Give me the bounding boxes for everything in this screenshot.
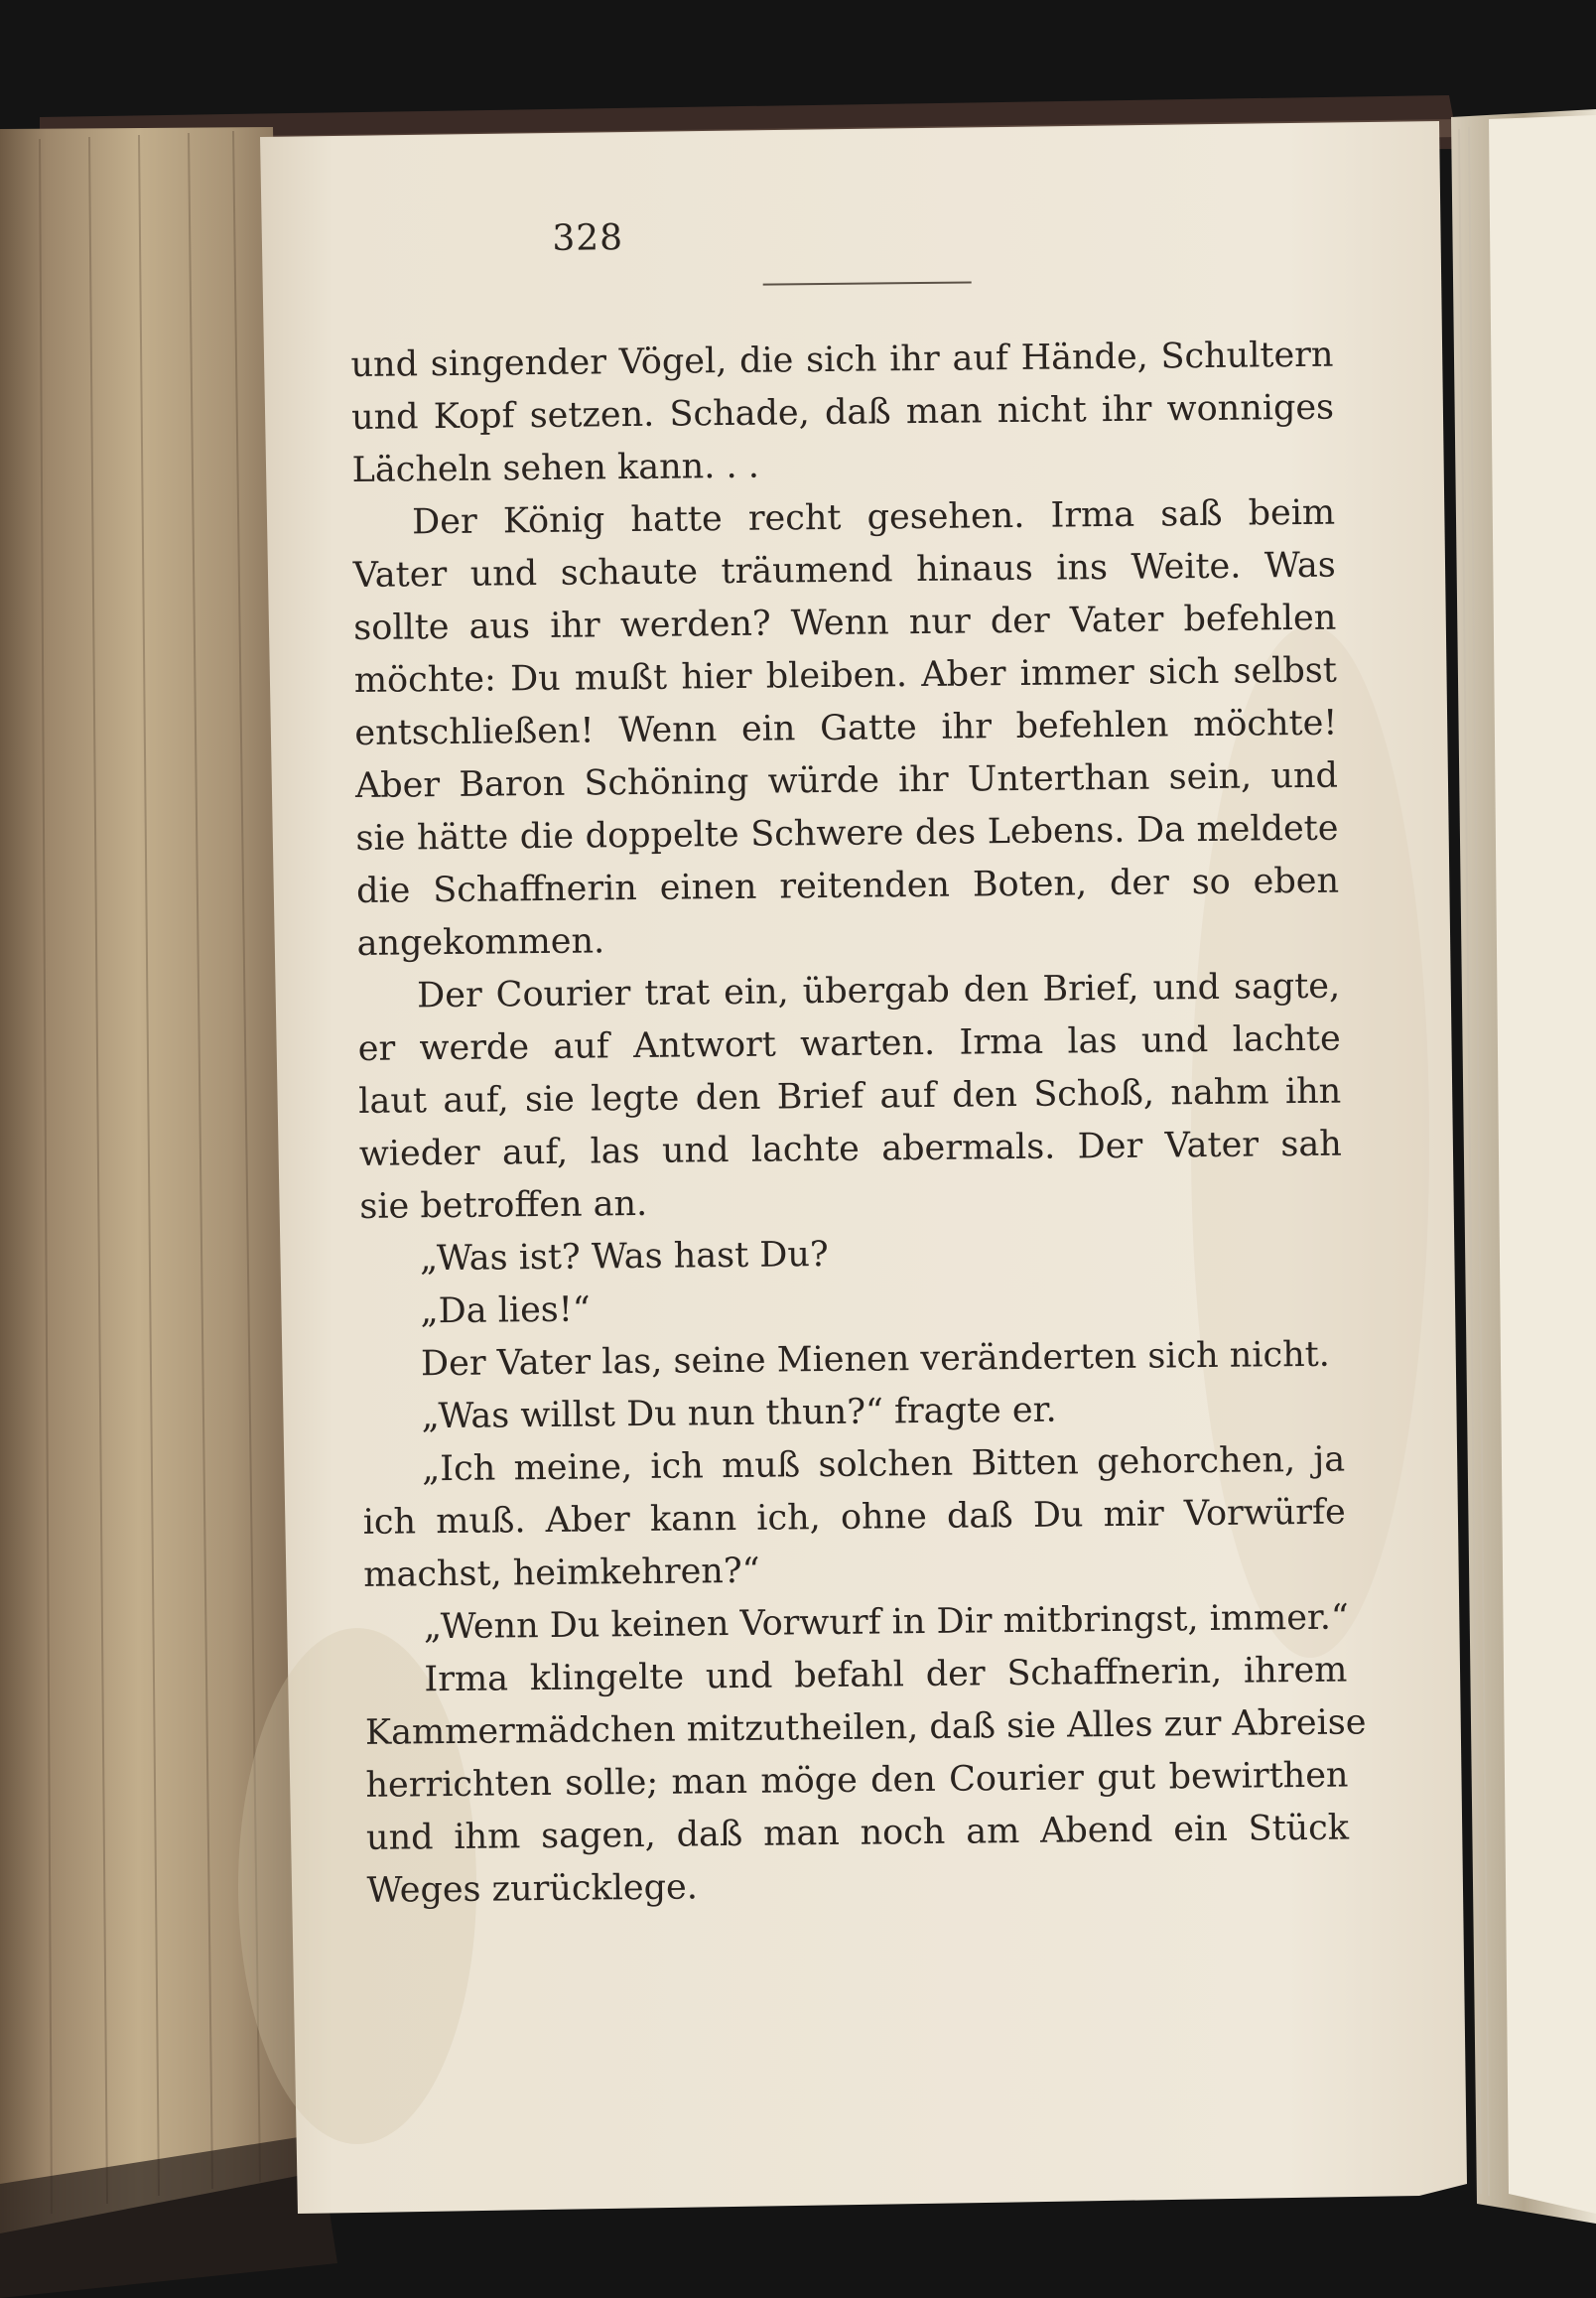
text-line: Der König hatte recht gesehen. Irma saß beim — [411, 492, 1336, 543]
text-line: herrichten solle; man möge den Courier gut bewirthen — [365, 1755, 1349, 1806]
text-line: Irma klingelte und befahl der Schaffnerin, ihrem — [424, 1650, 1348, 1700]
text-line: Der Vater las, seine Mienen veränderten sich nicht. — [420, 1334, 1331, 1385]
text-line: ich muß. Aber kann ich, ohne daß Du mir Vorwürfe — [362, 1492, 1346, 1543]
text-line: er werde auf Antwort warten. Irma las und lachte — [357, 1018, 1341, 1069]
text-line: „Was ist? Was hast Du? — [419, 1235, 829, 1280]
text-line: Der Courier trat ein, übergab den Brief, und sagte, — [416, 966, 1341, 1016]
text-line: sie hätte die doppelte Schwere des Lebens. Da meldete — [355, 808, 1339, 859]
text-line: angekommen. — [356, 921, 605, 964]
text-line: „Da lies!“ — [420, 1289, 591, 1332]
text-line: und ihm sagen, daß man noch am Abend ein Stück — [365, 1808, 1350, 1858]
text-line: wieder auf, las und lachte abermals. Der Vater sah — [358, 1124, 1343, 1174]
text-line: Lächeln sehen kann. . . — [351, 446, 760, 490]
text-line: Kammermädchen mitzutheilen, daß sie Alles zur Abreise — [364, 1702, 1367, 1753]
text-line: und singender Vögel, die sich ihr auf Hände, Schultern — [350, 335, 1334, 385]
text-line: „Ich meine, ich muß solchen Bitten gehorchen, ja — [421, 1439, 1346, 1490]
text-line: „Was willst Du nun thun?“ fragte er. — [421, 1390, 1057, 1437]
text-line: die Schaffnerin einen reitenden Boten, der so eben — [355, 861, 1340, 911]
page-number: 328 — [552, 217, 624, 259]
text-line: laut auf, sie legte den Brief auf den Schoß, nahm ihn — [358, 1071, 1342, 1122]
header-rule — [763, 281, 972, 285]
text-line: und Kopf setzen. Schade, daß man nicht ihr wonniges — [350, 387, 1335, 438]
text-line: Aber Baron Schöning würde ihr Unterthan sein, und — [354, 755, 1339, 806]
text-line: Weges zurücklege. — [366, 1867, 699, 1911]
text-line: machst, heimkehren?“ — [363, 1551, 760, 1595]
text-line: „Wenn Du keinen Vorwurf in Dir mitbringst, immer.“ — [423, 1597, 1350, 1648]
text-line: sollte aus ihr werden? Wenn nur der Vater befehlen — [353, 598, 1337, 648]
text-line: sie betroffen an. — [359, 1183, 648, 1227]
text-line: Vater und schaute träumend hinaus ins Weite. Was — [352, 545, 1336, 596]
page-text-area — [349, 210, 1367, 2017]
body-text — [350, 330, 1367, 1918]
text-line: möchte: Du mußt hier bleiben. Aber immer sich selbst — [353, 650, 1338, 701]
text-line: entschließen! Wenn ein Gatte ihr befehlen möchte! — [354, 703, 1338, 753]
